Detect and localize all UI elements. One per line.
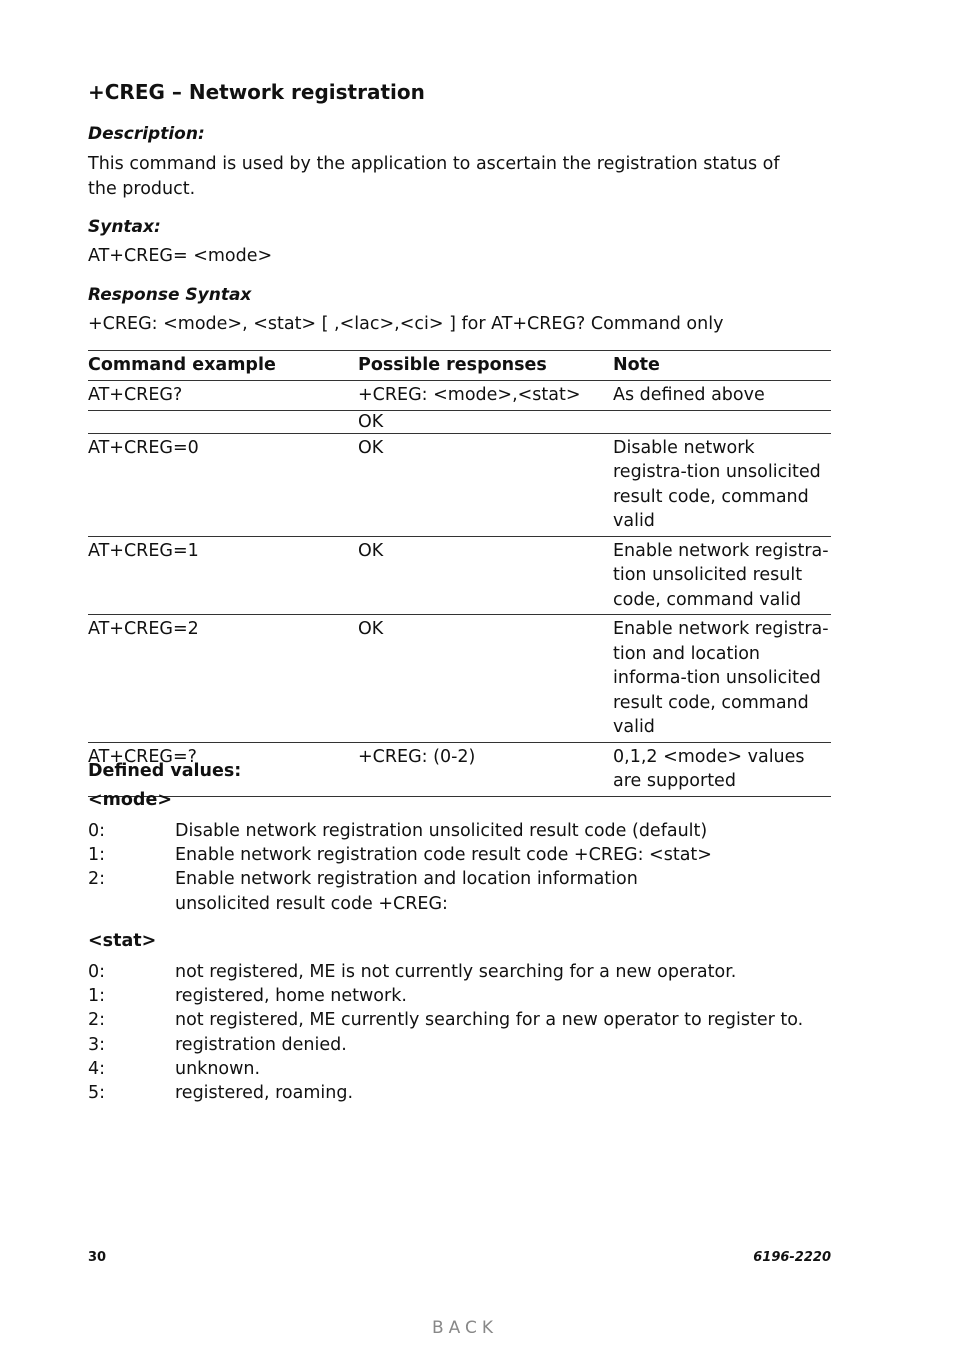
table-cell-note: 0,1,2 <mode> values are supported — [613, 746, 805, 791]
value-text: registered, home network. — [175, 986, 407, 1007]
syntax-text: AT+CREG= <mode> — [88, 246, 273, 266]
table-cell-command: AT+CREG? — [88, 385, 183, 405]
response-syntax-text: +CREG: <mode>, <stat> [ ,<lac>,<ci> ] for AT+CREG? Command only — [88, 314, 724, 334]
table-header-row — [88, 351, 831, 381]
table-cell-note: Disable network registra-tion unsolicited result code, command valid — [613, 437, 821, 531]
table-cell-note: Enable network registra-tion unsolicited result code, command valid — [613, 540, 829, 610]
value-text: registered, roaming. — [175, 1083, 354, 1104]
table-cell-command: AT+CREG=2 — [88, 619, 199, 639]
defined-values-heading: Defined values: — [88, 761, 242, 781]
table-header-responses: Possible responses — [358, 355, 547, 375]
page-title: +CREG – Network registration — [88, 80, 425, 104]
list-item — [88, 1033, 831, 1057]
value-text: Disable network registration unsolicited result code (default) — [175, 821, 708, 841]
value-text: unknown. — [175, 1058, 261, 1079]
syntax-label: Syntax: — [88, 217, 161, 237]
stat-values-list — [88, 960, 831, 1105]
table-row — [88, 615, 831, 743]
table-cell-response: +CREG: <mode>,<stat> — [358, 385, 581, 405]
table-cell-response: OK — [358, 437, 384, 458]
table-header-command: Command example — [88, 355, 276, 375]
value-text: not registered, ME currently searching for a new operator to register to. — [175, 1010, 804, 1031]
value-key: 2: — [88, 869, 106, 890]
list-item — [88, 867, 831, 915]
table-cell-response: OK — [358, 540, 384, 561]
value-key: 1: — [88, 845, 106, 866]
value-key: 5: — [88, 1083, 106, 1104]
table-row — [88, 381, 831, 411]
value-text: Enable network registration code result code +CREG: <stat> — [175, 845, 712, 866]
description-text: This command is used by the application to ascertain the registration status of the product. — [88, 154, 780, 199]
table-cell-command: AT+CREG=0 — [88, 437, 199, 458]
table-cell-command: AT+CREG=1 — [88, 540, 199, 561]
value-text: not registered, ME is not currently searching for a new operator. — [175, 962, 737, 982]
list-item — [88, 819, 831, 843]
back-link[interactable]: BACK — [431, 1318, 498, 1338]
table-header-note: Note — [613, 355, 660, 375]
response-syntax-label: Response Syntax — [88, 285, 252, 305]
value-key: 2: — [88, 1010, 106, 1031]
table-cell-note: Enable network registra-tion and location informa-tion unsolicited result code, command valid — [613, 619, 829, 737]
value-key: 1: — [88, 986, 106, 1007]
table-cell-command: AT+CREG=? — [88, 746, 197, 767]
value-key: 0: — [88, 821, 106, 841]
table-cell-response: OK — [358, 411, 384, 432]
command-table — [88, 350, 831, 797]
list-item — [88, 1057, 831, 1081]
table-cell-note: As defined above — [613, 385, 765, 405]
stat-heading: <stat> — [88, 931, 157, 951]
value-text: registration denied. — [175, 1034, 347, 1055]
table-row — [88, 410, 831, 433]
list-item — [88, 1081, 831, 1105]
table-cell-note — [613, 410, 831, 433]
table-cell-command — [88, 410, 358, 433]
list-item — [88, 984, 831, 1008]
list-item — [88, 1008, 831, 1032]
table-row — [88, 433, 831, 536]
value-key: 0: — [88, 962, 106, 982]
document-number: 6196-2220 — [753, 1250, 831, 1265]
table-row — [88, 536, 831, 615]
page-number: 30 — [88, 1250, 107, 1265]
table-cell-response: OK — [358, 619, 384, 639]
table-cell-response: +CREG: (0-2) — [358, 746, 476, 767]
list-item — [88, 960, 831, 984]
value-text: Enable network registration and location information unsolicited result code +CREG: — [175, 869, 638, 914]
list-item — [88, 843, 831, 867]
value-key: 4: — [88, 1058, 106, 1079]
value-key: 3: — [88, 1034, 106, 1055]
mode-heading: <mode> — [88, 790, 172, 810]
description-label: Description: — [88, 124, 205, 144]
mode-values-list — [88, 819, 831, 916]
